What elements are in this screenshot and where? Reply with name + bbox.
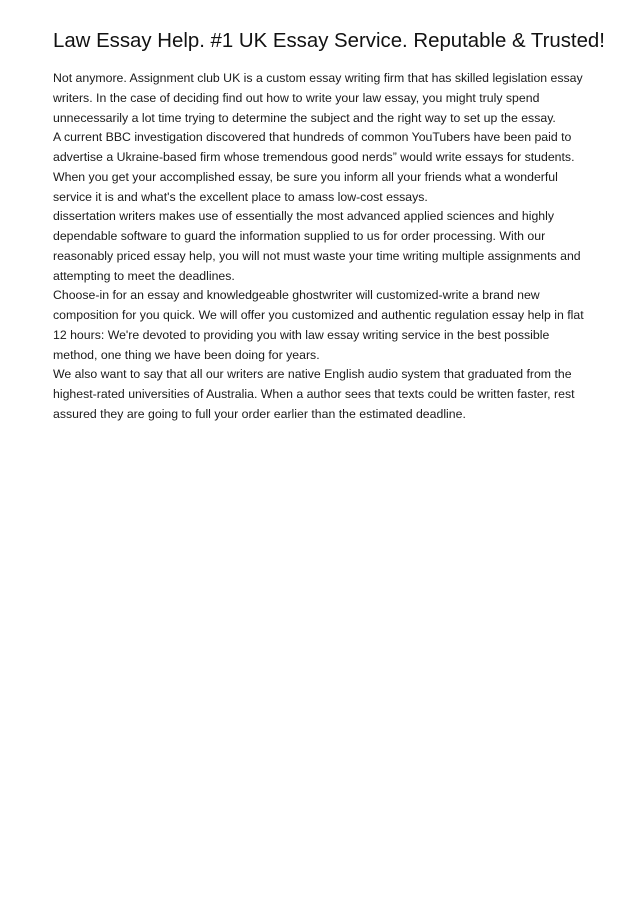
paragraph-4: Choose-in for an essay and knowledgeable ghostwriter will customized-write a brand new composition for you quick. We will offer you customized and authentic regulation essay help in flat 12 hours: We're devoted to providing you with law essay writing service in the best possible method, one thing we have been doing for years.	[53, 288, 584, 362]
paragraph-3: dissertation writers makes use of essentially the most advanced applied sciences and highly dependable software to guard the information supplied to us for order processing. With our reasonably priced essay help, you will not must waste your time writing multiple assignments and attempting to meet the deadlines.	[53, 209, 581, 283]
paragraph-5: We also want to say that all our writers are native English audio system that graduated from the highest-rated universities of Australia. When a author sees that texts could be written faster, rest assured they are going to full your order earlier than the estimated deadline.	[53, 367, 575, 421]
paragraph-1: Not anymore. Assignment club UK is a custom essay writing firm that has skilled legislation essay writers. In the case of deciding find out how to write your law essay, you might truly spend unnecessarily a lot time trying to determine the subject and the right way to set up the essay.	[53, 71, 583, 125]
document-title: Law Essay Help. #1 UK Essay Service. Reputable & Trusted!	[53, 30, 605, 52]
paragraph-2: A current BBC investigation discovered that hundreds of common YouTubers have been paid to advertise a Ukraine-based firm whose tremendous good nerds” would write essays for students. When you get your accomplished essay, be sure you inform all your friends what a wonderful service it is and what's the excellent place to amass low-cost essays.	[53, 130, 575, 204]
document-body	[53, 69, 593, 425]
